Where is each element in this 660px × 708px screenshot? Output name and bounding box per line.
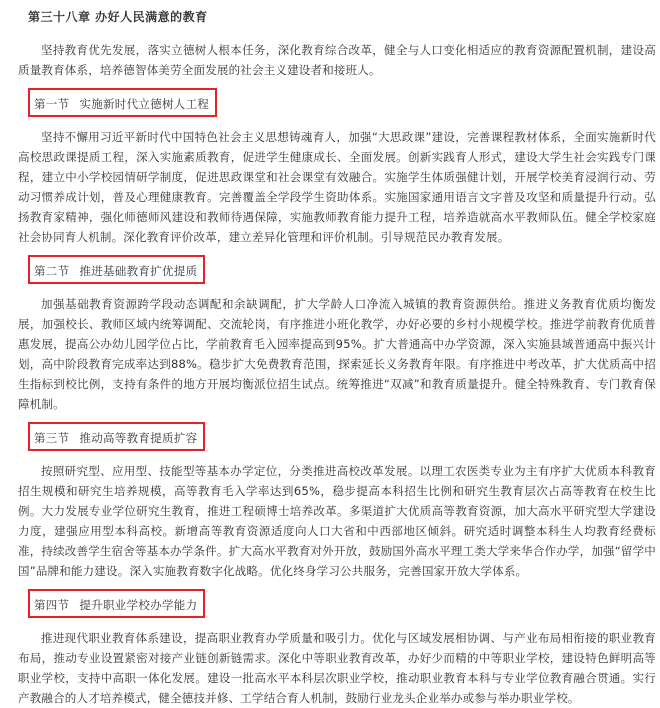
section-body-2: 加强基础教育资源跨学段动态调配和余缺调配，扩大学龄人口净流入城镇的教育资源供给。推进义务教育优质均衡发展，加强校长、教师区域内统筹调配、交流轮岗，有序推进小班化教学，办好必要的乡村小规模学校。推进学前教育优质普惠发展，提高公办幼儿园学位占比，学前教育毛入园率提高到95%。扩大普通高中办学资源，深入实施县域普通高中振兴计划，高中阶段教育完成率达到88%。稳步扩大免费教育范围，探索延长义务教育年限。有序推进中考改革，扩大优质高中招生指标到校比例，支持有条件的地方开展均衡派位招生试点。统筹推进“双减”和教育质量提升。健全特殊教育、专门教育保障机制。	[18, 297, 656, 411]
section-title	[34, 264, 197, 278]
section-heading-1	[28, 88, 217, 117]
section-name: 提升职业学校办学能力	[79, 598, 198, 612]
section-number: 第三节	[34, 431, 70, 445]
section-name: 推动高等教育提质扩容	[79, 431, 198, 445]
section-heading-3	[28, 422, 205, 451]
section-body-3: 按照研究型、应用型、技能型等基本办学定位，分类推进高校改革发展。以理工农医类专业为主有序扩大优质本科教育招生规模和研究生培养规模，高等教育毛入学率达到65%，稳步提高本科招生比例和研究生教育层次占高等教育在校生比例。大力发展专业学位研究生教育，推进工程硕博士培养改革。多渠道扩大优质高等教育资源，加大高水平研究型大学建设力度，建强应用型本科高校。新增高等教育资源适度向人口大省和中西部地区倾斜。研究适时调整本科生人均教育经费标准，持续改善学生宿舍等基本办学条件。扩大高水平教育对外开放，鼓励国外高水平理工类大学来华合作办学，加强“留学中国”品牌和能力建设。深入实施教育数字化战略。优化终身学习公共服务，完善国家开放大学体系。	[18, 464, 656, 578]
section-heading-4	[28, 589, 205, 618]
chapter-title: 第三十八章 办好人民满意的教育	[28, 10, 208, 24]
section-body-4: 推进现代职业教育体系建设，提高职业教育办学质量和吸引力。优化与区域发展相协调、与产业布局相衔接的职业教育布局，推动专业设置紧密对接产业链创新链需求。深化中等职业教育改革，办好少而精的中等职业学校，建设特色鲜明高等职业学校，支持中高职一体化发展。建设一批高水平本科层次职业学校，推动职业教育本科与专业学位教育融合贯通。实行产教融合的人才培养模式，健全德技并修、工学结合育人机制，鼓励行业龙头企业举办或参与举办职业学校。	[18, 631, 656, 705]
section-number: 第四节	[34, 598, 70, 612]
section-body-1: 坚持不懈用习近平新时代中国特色社会主义思想铸魂育人，加强“大思政课”建设，完善课程教材体系，全面实施新时代高校思政课提质工程，深入实施素质教育，促进学生健康成长、全面发展。创新实践育人形式，建设大学生社会实践专门课程，建立中小学校园情研学制度，促进思政课堂和社会课堂有效融合。实施学生体质强健计划，开展学校美育浸润行动、劳动习惯养成计划，普及心理健康教育。完善覆盖全学段学生资助体系。实施国家通用语言文字普及攻坚和质量提升行动。弘扬教育家精神，强化师德师风建设和教师待遇保障，实施教师教育能力提升工程，培养造就高水平教师队伍。健全学校家庭社会协同育人机制。深化教育评价改革，建立差异化管理和评价机制。引导规范民办教育发展。	[18, 130, 656, 244]
section-name: 实施新时代立德树人工程	[79, 97, 210, 111]
section-name: 推进基础教育扩优提质	[79, 264, 198, 278]
section-title	[34, 431, 197, 445]
intro-paragraph: 坚持教育优先发展，落实立德树人根本任务，深化教育综合改革，健全与人口变化相适应的教育资源配置机制，建设高质量教育体系，培养德智体美劳全面发展的社会主义建设者和接班人。	[18, 43, 656, 77]
section-number: 第二节	[34, 264, 70, 278]
section-title	[34, 598, 197, 612]
section-heading-2	[28, 255, 205, 284]
section-number: 第一节	[34, 97, 70, 111]
section-title	[34, 97, 209, 111]
